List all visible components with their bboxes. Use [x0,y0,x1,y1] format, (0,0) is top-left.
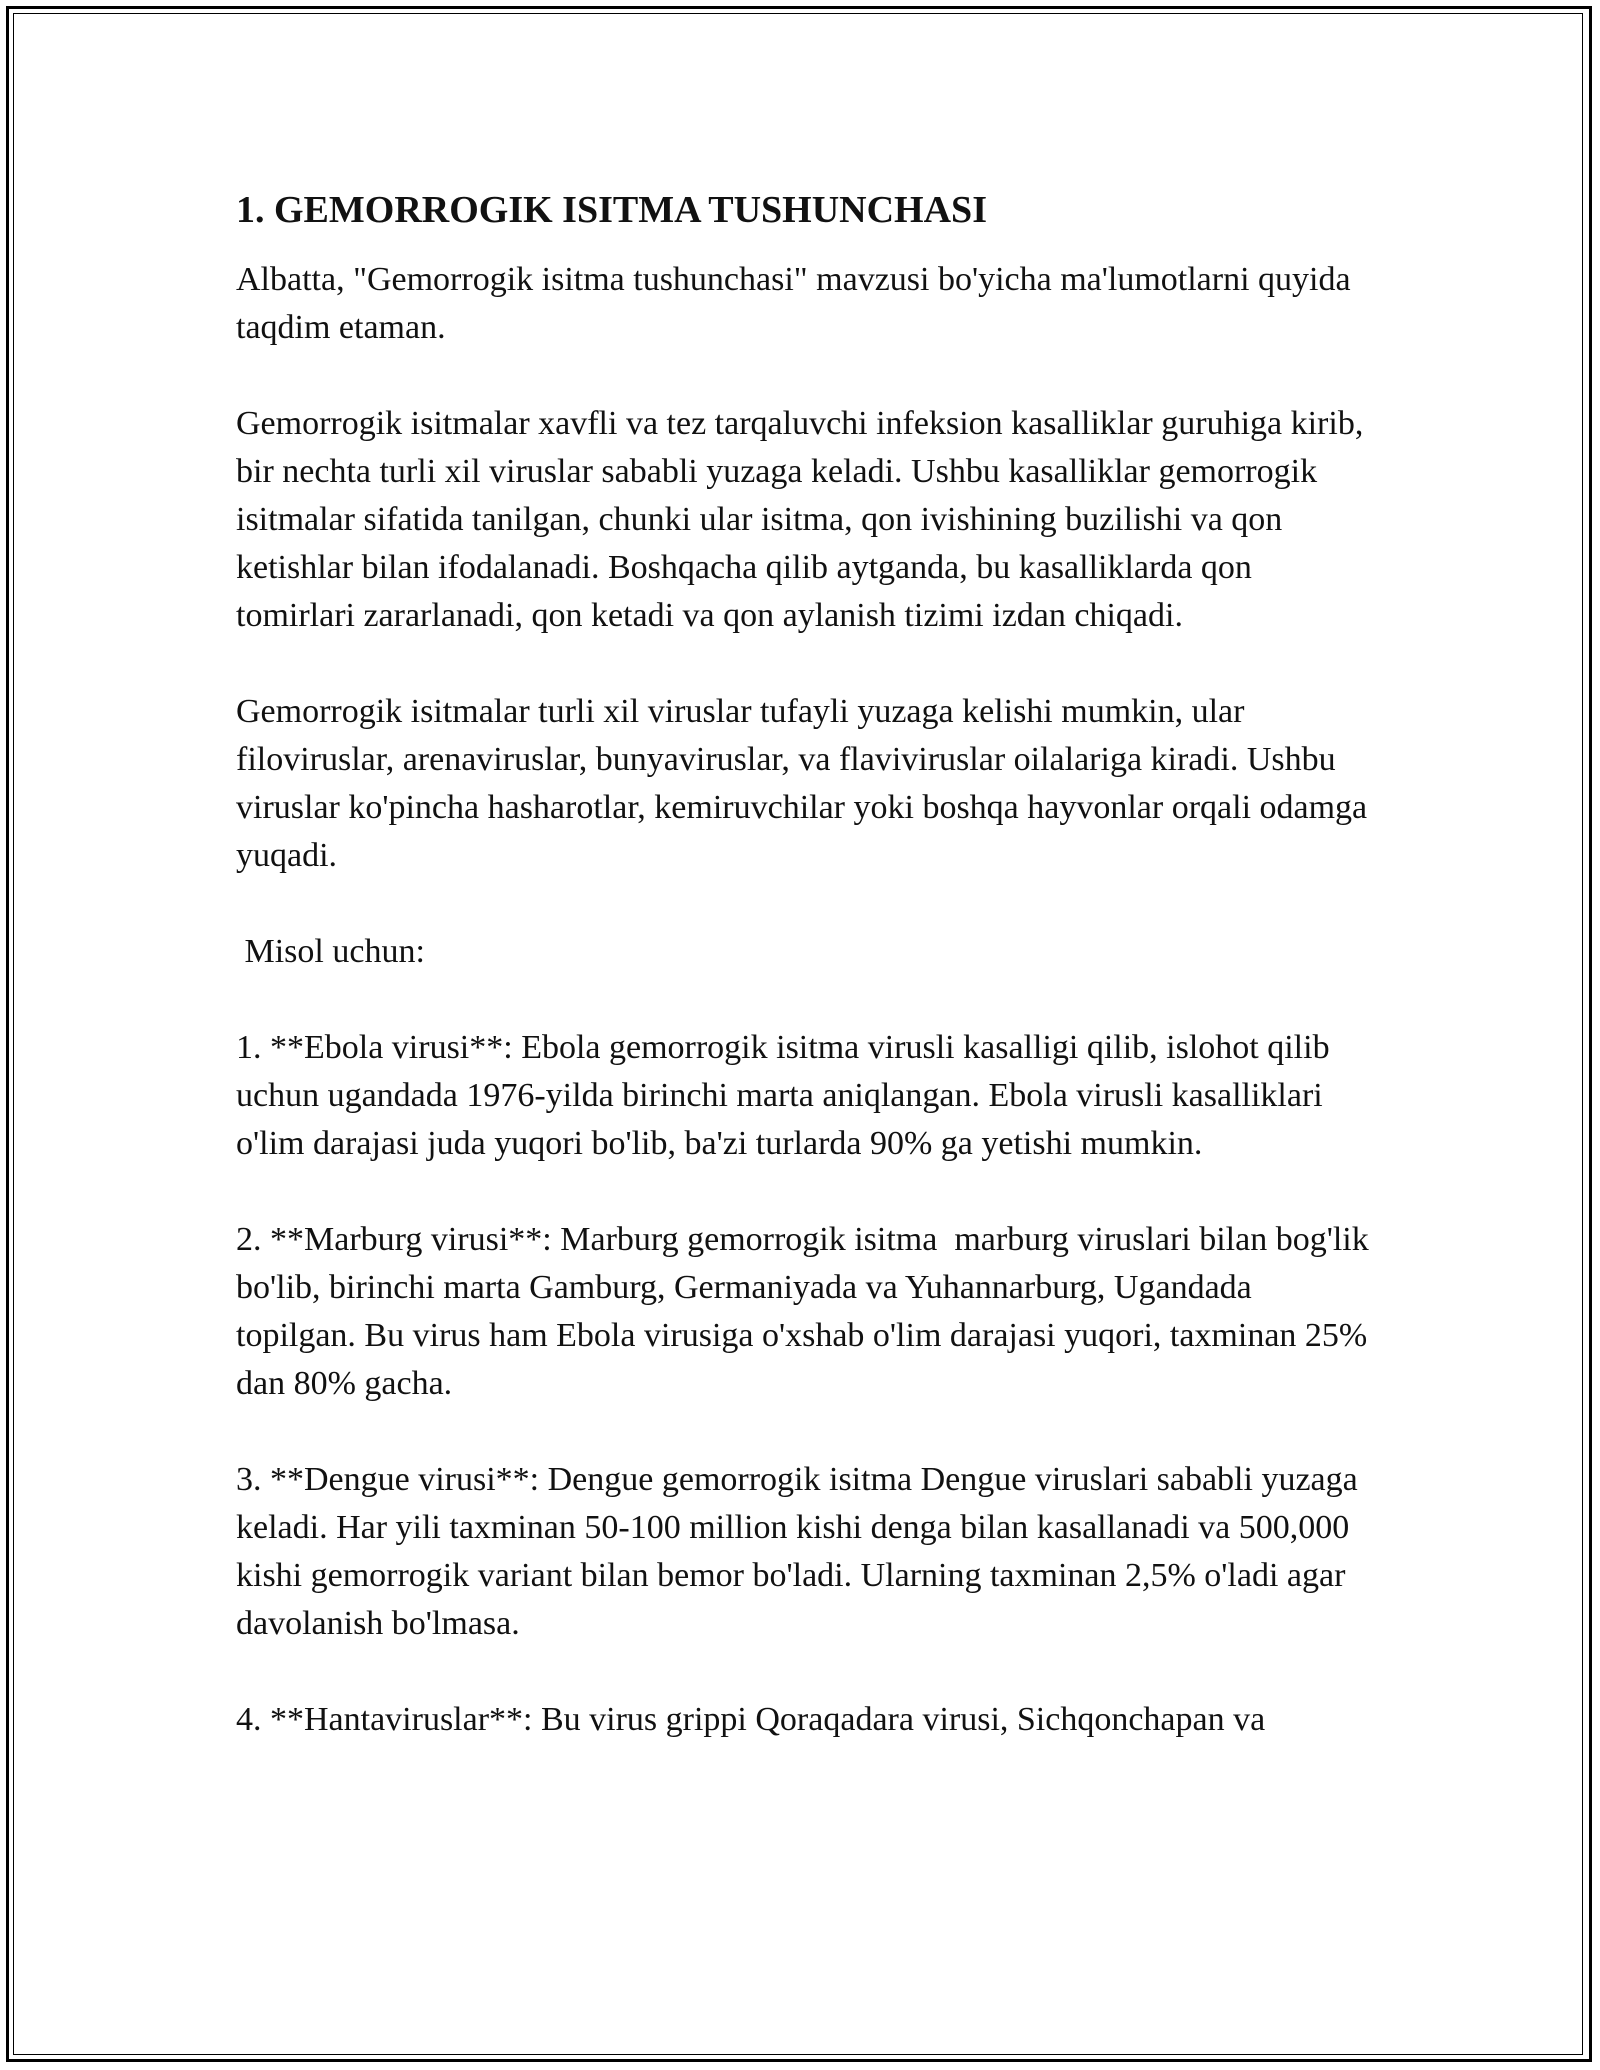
section-heading: 1. GEMORROGIK ISITMA TUSHUNCHASI [236,189,987,231]
document-body [236,186,1376,1744]
list-item-dengue: 3. **Dengue virusi**: Dengue gemorrogik isitma Dengue viruslari sababli yuzaga keladi. Har yili taxminan 50-100 million kishi denga bilan kasallanadi va 500,000 kishi gemorrogik variant bilan bemor bo'ladi. Ularning taxminan 2,5% o'ladi agar davolanish bo'lmasa. [236,1461,1367,1642]
list-item-marburg: 2. **Marburg virusi**: Marburg gemorrogik isitma marburg viruslari bilan bog'lik bo'lib, birinchi marta Gamburg, Germaniyada va Yuhannarburg, Ugandada topilgan. Bu virus ham Ebola virusiga o'xshab o'lim darajasi yuqori, taxminan 25% dan 80% gacha. [236,1221,1378,1402]
intro-paragraph: Albatta, "Gemorrogik isitma tushunchasi" mavzusi bo'yicha ma'lumotlarni quyida taqdim etaman. [236,261,1360,346]
virus-families-paragraph: Gemorrogik isitmalar turli xil viruslar tufayli yuzaga kelishi mumkin, ular filoviruslar, arenaviruslar, bunyaviruslar, va flaviviruslar oilalariga kiradi. Ushbu viruslar ko'pincha hasharotlar, kemiruvchilar yoki boshqa hayvonlar orqali odamga yuqadi. [236,693,1376,874]
list-item-ebola: 1. **Ebola virusi**: Ebola gemorrogik isitma virusli kasalligi qilib, islohot qilib uchun ugandada 1976-yilda birinchi marta aniqlangan. Ebola virusli kasalliklari o'lim darajasi juda yuqori bo'lib, ba'zi turlarda 90% ga yetishi mumkin. [236,1029,1339,1162]
definition-paragraph: Gemorrogik isitmalar xavfli va tez tarqaluvchi infeksion kasalliklar guruhiga kirib, bir nechta turli xil viruslar sababli yuzaga keladi. Ushbu kasalliklar gemorrogik isitmalar sifatida tanilgan, chunki ular isitma, qon ivishining buzilishi va qon ketishlar bilan ifodalanadi. Boshqacha qilib aytganda, bu kasalliklarda qon tomirlari zararlanadi, qon ketadi va qon aylanish tizimi izdan chiqadi. [236,405,1372,634]
list-item-hantavirus: 4. **Hantaviruslar**: Bu virus grippi Qoraqadara virusi, Sichqonchapan va [236,1701,1266,1738]
examples-label: Misol uchun: [236,933,425,970]
